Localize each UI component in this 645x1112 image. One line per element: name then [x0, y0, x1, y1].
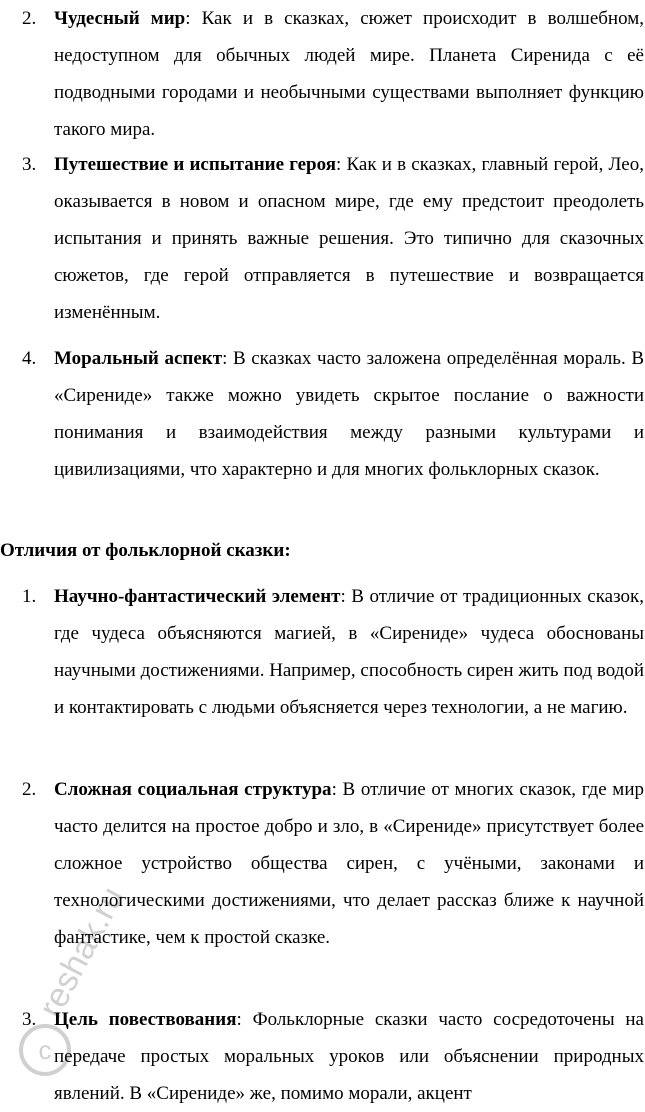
copyright-letter: c	[38, 1035, 52, 1065]
list-item-term: Путешествие и испытание героя	[54, 154, 337, 175]
list-number: 2.	[22, 779, 37, 800]
section-heading-differences: Отличия от фольклорной сказки:	[0, 540, 291, 561]
list-item-body: : Как и в сказках, сюжет происходит в волшебном, недоступном для обычных людей мире. Планета Сиренида с её подводными городами и необычными существами выполняет функцию такого мира.	[54, 8, 644, 140]
list-item-body: : Фольклорные сказки часто сосредоточены на передаче простых моральных уроков или объяснении природных явлений. В «Сирениде» же, помимо морали, акцент	[54, 1009, 644, 1104]
list-item-term: Цель повествования	[54, 1009, 237, 1030]
list-item-body: : В сказках часто заложена определённая мораль. В «Сирениде» также можно увидеть скрытое послание о важности понимания и взаимодействия между разными культурами и цивилизациями, что характерно и для многих фольклорных сказок.	[54, 348, 644, 480]
list-number: 3.	[22, 1009, 37, 1030]
list-item-text	[54, 146, 644, 331]
list-item-text	[54, 578, 644, 726]
list-item-term: Сложная социальная структура	[54, 779, 332, 800]
list-item-text	[54, 0, 644, 148]
list-number: 4.	[22, 348, 37, 369]
list-item-wonder-world	[22, 0, 644, 148]
list-item-text	[54, 771, 644, 956]
list-number: 3.	[22, 154, 37, 175]
list-item-text	[54, 340, 644, 488]
list-number: 2.	[22, 8, 37, 29]
list-item-social-structure	[22, 771, 644, 956]
list-item-body: : Как и в сказках, главный герой, Лео, оказывается в новом и опасном мире, где ему предстоит преодолеть испытания и принять важные решения. Это типично для сказочных сюжетов, где герой отправляется в путешествие и возвращается изменённым.	[54, 154, 644, 323]
list-item-narrative-goal	[22, 1001, 644, 1112]
list-item-body: : В отличие от многих сказок, где мир часто делится на простое добро и зло, в «Сирениде» присутствует более сложное устройство общества сирен, с учёными, законами и технологическими достижениями, что делает рассказ ближе к научной фантастике, чем к простой сказке.	[54, 779, 644, 948]
list-item-scifi-element	[22, 578, 644, 726]
list-item-text	[54, 1001, 644, 1112]
list-item-term: Чудесный мир	[54, 8, 186, 29]
list-item-term: Моральный аспект	[54, 348, 223, 369]
list-number: 1.	[22, 586, 37, 607]
list-item-body: : В отличие от традиционных сказок, где чудеса объясняются магией, в «Сирениде» чудеса обоснованы научными достижениями. Например, способность сирен жить под водой и контактировать с людьми объясняется через технологии, а не магию.	[54, 586, 644, 718]
list-item-hero-journey	[22, 146, 644, 331]
watermark-text: reshak.ru	[31, 880, 132, 1024]
list-item-term: Научно-фантастический элемент	[54, 586, 341, 607]
list-item-moral-aspect	[22, 340, 644, 488]
